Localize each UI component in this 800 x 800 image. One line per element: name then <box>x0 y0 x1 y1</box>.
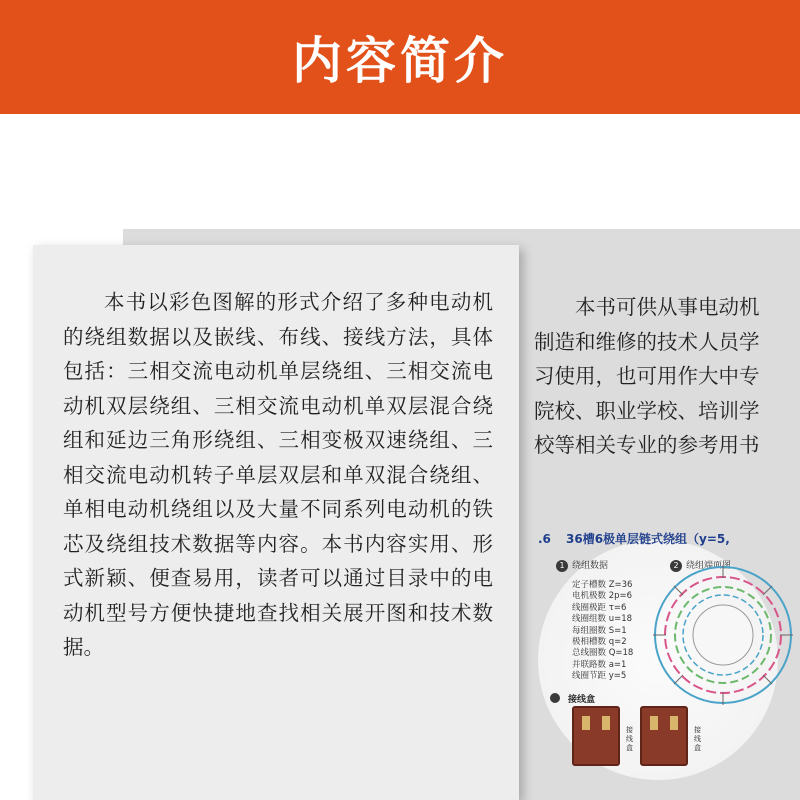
data-row: 定子槽数 Z=36 <box>572 580 633 590</box>
badge-1: 1 <box>556 560 568 572</box>
data-row: 总线圈数 Q=18 <box>572 648 634 659</box>
terminal-box-photo <box>572 706 620 766</box>
header-banner <box>0 0 800 114</box>
audience-paragraph: 本书可供从事电动机制造和维修的技术人员学习使用，也可用作大中专院校、职业学校、培训学校等相关专业的参考用书 <box>534 295 760 457</box>
winding-data-label: 绕组数据 <box>572 561 609 571</box>
data-row: 线圈极距 τ=6 <box>572 602 627 613</box>
data-row: 线圈节距 y=5 <box>572 671 627 682</box>
data-row: 电机极数 2p=6 <box>572 591 633 602</box>
photo-section-header <box>538 526 800 552</box>
page-title: 内容简介 <box>292 32 508 90</box>
winding-end-view-label: 绕组端面图 <box>686 561 732 571</box>
terminal-box-label: 接线盒 <box>568 695 596 705</box>
badge-2: 2 <box>670 560 682 572</box>
winding-data-list <box>572 580 633 683</box>
book-page-photo <box>538 520 800 800</box>
terminal-box-caption: 接线盒 <box>694 726 701 752</box>
data-row: 极相槽数 q=2 <box>572 637 627 648</box>
data-row: 每组圈数 S=1 <box>572 625 627 636</box>
data-row: 并联路数 a=1 <box>572 659 627 670</box>
description-card <box>33 245 519 800</box>
description-paragraph: 本书以彩色图解的形式介绍了多种电动机的绕组数据以及嵌线、布线、接线方法，具体包括：三相交流电动机单层绕组、三相交流电动机双层绕组、三相交流电动机单双层混合绕组和延边三角形绕组、三相变极双速绕组、三相交流电动机转子单层双层和单双混合绕组、单相电动机绕组以及大量不同系列电动机的铁芯及绕组技术数据等内容。本书内容实用、形式新颖、便查易用，读者可以通过目录中的电动机型号方便快捷地查找相关展开图和技术数据。 <box>63 290 493 659</box>
photo-section-title: 36槽6极单层链式绕组（y=5, <box>566 532 730 546</box>
data-row: 线圈组数 u=18 <box>572 614 633 625</box>
terminal-box-photo <box>640 706 688 766</box>
terminal-box-caption: 接线盒 <box>626 726 633 752</box>
photo-section-number: .6 <box>538 532 551 546</box>
winding-diagram <box>648 560 798 710</box>
section-dot <box>550 693 560 703</box>
